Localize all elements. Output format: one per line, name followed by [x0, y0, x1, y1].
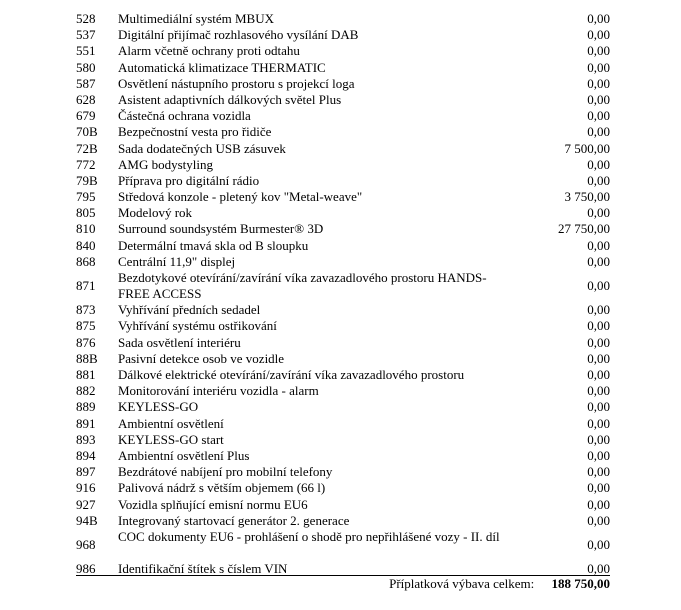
- option-description: Alarm včetně ochrany proti odtahu: [118, 43, 300, 59]
- option-description: Dálkové elektrické otevírání/zavírání víka zavazadlového prostoru: [118, 367, 465, 383]
- option-description: Monitorování interiéru vozidla - alarm: [118, 383, 319, 399]
- option-description: Asistent adaptivních dálkových světel Plus: [118, 91, 342, 107]
- option-price: 0,00: [587, 253, 610, 269]
- option-description: Surround soundsystém Burmester® 3D: [118, 221, 324, 237]
- option-code: 805: [76, 205, 96, 221]
- option-code: 986: [76, 561, 96, 577]
- option-code: 88B: [76, 350, 98, 366]
- option-description: Vozidla splňující emisní normu EU6: [118, 496, 308, 512]
- option-price: 0,00: [587, 350, 610, 366]
- table-row: [76, 432, 610, 448]
- option-description: Digitální přijímač rozhlasového vysílání DAB: [118, 27, 359, 43]
- option-code: 840: [76, 237, 96, 253]
- option-description: Ambientní osvětlení: [118, 415, 224, 431]
- option-code: 72B: [76, 140, 98, 156]
- option-code: 927: [76, 496, 96, 512]
- option-description: Pasivní detekce osob ve vozidle: [118, 350, 285, 366]
- table-row: [76, 497, 610, 513]
- table-row: [76, 205, 610, 221]
- option-description: Sada osvětlení interiéru: [118, 334, 241, 350]
- option-price: 0,00: [587, 367, 610, 383]
- table-row: [76, 383, 610, 399]
- option-price: 0,00: [587, 480, 610, 496]
- table-row: [76, 60, 610, 76]
- option-price: 0,00: [587, 334, 610, 350]
- table-row: [76, 464, 610, 480]
- option-description: Středová konzole - pletený kov "Metal-weave": [118, 189, 363, 205]
- equipment-table: [76, 11, 610, 577]
- option-description: Ambientní osvětlení Plus: [118, 447, 250, 463]
- table-row: [76, 302, 610, 318]
- table-row: [76, 399, 610, 415]
- option-description: Bezdrátové nabíjení pro mobilní telefony: [118, 464, 333, 480]
- table-row: [76, 124, 610, 140]
- option-price: 0,00: [587, 156, 610, 172]
- table-row: [76, 335, 610, 351]
- option-price: 0,00: [587, 108, 610, 124]
- table-row: [76, 367, 610, 383]
- table-row: [76, 270, 610, 302]
- option-description: Vyhřívání systému ostřikování: [118, 318, 277, 334]
- table-row: [76, 76, 610, 92]
- option-code: 868: [76, 253, 96, 269]
- option-price: 7 500,00: [564, 140, 610, 156]
- option-code: 551: [76, 43, 96, 59]
- option-code: 916: [76, 480, 96, 496]
- option-price: 0,00: [587, 496, 610, 512]
- option-code: 894: [76, 447, 96, 463]
- option-price: 0,00: [587, 512, 610, 528]
- option-price: 0,00: [587, 59, 610, 75]
- option-code: 876: [76, 334, 96, 350]
- option-description: Příprava pro digitální rádio: [118, 172, 260, 188]
- option-code: 587: [76, 75, 96, 91]
- option-description: AMG bodystyling: [118, 156, 213, 172]
- table-row: [76, 448, 610, 464]
- option-description: Bezdotykové otevírání/zavírání víka zavazadlového prostoru HANDS-FREE ACCESS: [118, 270, 487, 301]
- total-value: 188 750,00: [551, 576, 610, 591]
- table-row: [76, 141, 610, 157]
- option-code: 897: [76, 464, 96, 480]
- option-description: Identifikační štítek s číslem VIN: [118, 561, 288, 577]
- option-description: KEYLESS-GO start: [118, 431, 224, 447]
- table-row: [76, 254, 610, 270]
- option-price: 0,00: [587, 11, 610, 26]
- option-description: Automatická klimatizace THERMATIC: [118, 59, 326, 75]
- option-code: 528: [76, 11, 96, 26]
- option-code: 968: [76, 536, 96, 552]
- option-price: 0,00: [587, 302, 610, 318]
- option-price: 3 750,00: [564, 189, 610, 205]
- table-row: [76, 238, 610, 254]
- option-code: 810: [76, 221, 96, 237]
- option-description: Částečná ochrana vozidla: [118, 108, 251, 124]
- option-price: 0,00: [587, 399, 610, 415]
- table-row: [76, 513, 610, 529]
- option-description: KEYLESS-GO: [118, 399, 199, 415]
- table-row: [76, 173, 610, 189]
- table-row: [76, 189, 610, 205]
- option-code: 795: [76, 189, 96, 205]
- option-price: 0,00: [587, 536, 610, 552]
- option-code: 772: [76, 156, 96, 172]
- option-price: 0,00: [587, 205, 610, 221]
- option-code: 537: [76, 27, 96, 43]
- option-code: 891: [76, 415, 96, 431]
- total-label: Příplatková výbava celkem:: [389, 576, 535, 591]
- option-code: 679: [76, 108, 96, 124]
- option-price: 0,00: [587, 383, 610, 399]
- option-description: Multimediální systém MBUX: [118, 11, 274, 26]
- table-row: [76, 11, 610, 27]
- option-code: 893: [76, 431, 96, 447]
- table-row: [76, 157, 610, 173]
- option-price: 0,00: [587, 431, 610, 447]
- table-row: [76, 43, 610, 59]
- table-row: [76, 529, 610, 561]
- table-row: [76, 221, 610, 237]
- option-description: Sada dodatečných USB zásuvek: [118, 140, 286, 156]
- option-code: 871: [76, 278, 96, 293]
- option-code: 79B: [76, 172, 98, 188]
- option-price: 0,00: [587, 447, 610, 463]
- table-row: [76, 480, 610, 496]
- option-code: 628: [76, 91, 96, 107]
- option-price: 0,00: [587, 124, 610, 140]
- option-code: 881: [76, 367, 96, 383]
- table-row: [76, 351, 610, 367]
- option-price: 0,00: [587, 415, 610, 431]
- table-row: [76, 318, 610, 334]
- option-price: 27 750,00: [558, 221, 610, 237]
- option-description: Palivová nádrž s větším objemem (66 l): [118, 480, 326, 496]
- option-code: 580: [76, 59, 96, 75]
- option-price: 0,00: [587, 43, 610, 59]
- table-row: [76, 416, 610, 432]
- option-price: 0,00: [587, 464, 610, 480]
- option-price: 0,00: [587, 237, 610, 253]
- option-price: 0,00: [587, 172, 610, 188]
- option-price: 0,00: [587, 561, 610, 577]
- table-row: [76, 108, 610, 124]
- table-row: [76, 27, 610, 43]
- option-code: 882: [76, 383, 96, 399]
- option-description: COC dokumenty EU6 - prohlášení o shodě pro nepřihlášené vozy - II. díl: [118, 528, 500, 544]
- option-code: 94B: [76, 512, 98, 528]
- option-price: 0,00: [587, 75, 610, 91]
- option-price: 0,00: [587, 278, 610, 293]
- option-price: 0,00: [587, 91, 610, 107]
- option-description: Determální tmavá skla od B sloupku: [118, 237, 309, 253]
- option-code: 70B: [76, 124, 98, 140]
- option-description: Vyhřívání předních sedadel: [118, 302, 261, 318]
- option-price: 0,00: [587, 27, 610, 43]
- table-row: [76, 92, 610, 108]
- total-row: [389, 576, 610, 592]
- option-description: Bezpečnostní vesta pro řidiče: [118, 124, 272, 140]
- option-description: Integrovaný startovací generátor 2. generace: [118, 512, 350, 528]
- option-code: 875: [76, 318, 96, 334]
- option-description: Centrální 11,9" displej: [118, 253, 236, 269]
- option-description: Modelový rok: [118, 205, 193, 221]
- option-code: 889: [76, 399, 96, 415]
- option-code: 873: [76, 302, 96, 318]
- option-description: Osvětlení nástupního prostoru s projekcí loga: [118, 75, 355, 91]
- option-price: 0,00: [587, 318, 610, 334]
